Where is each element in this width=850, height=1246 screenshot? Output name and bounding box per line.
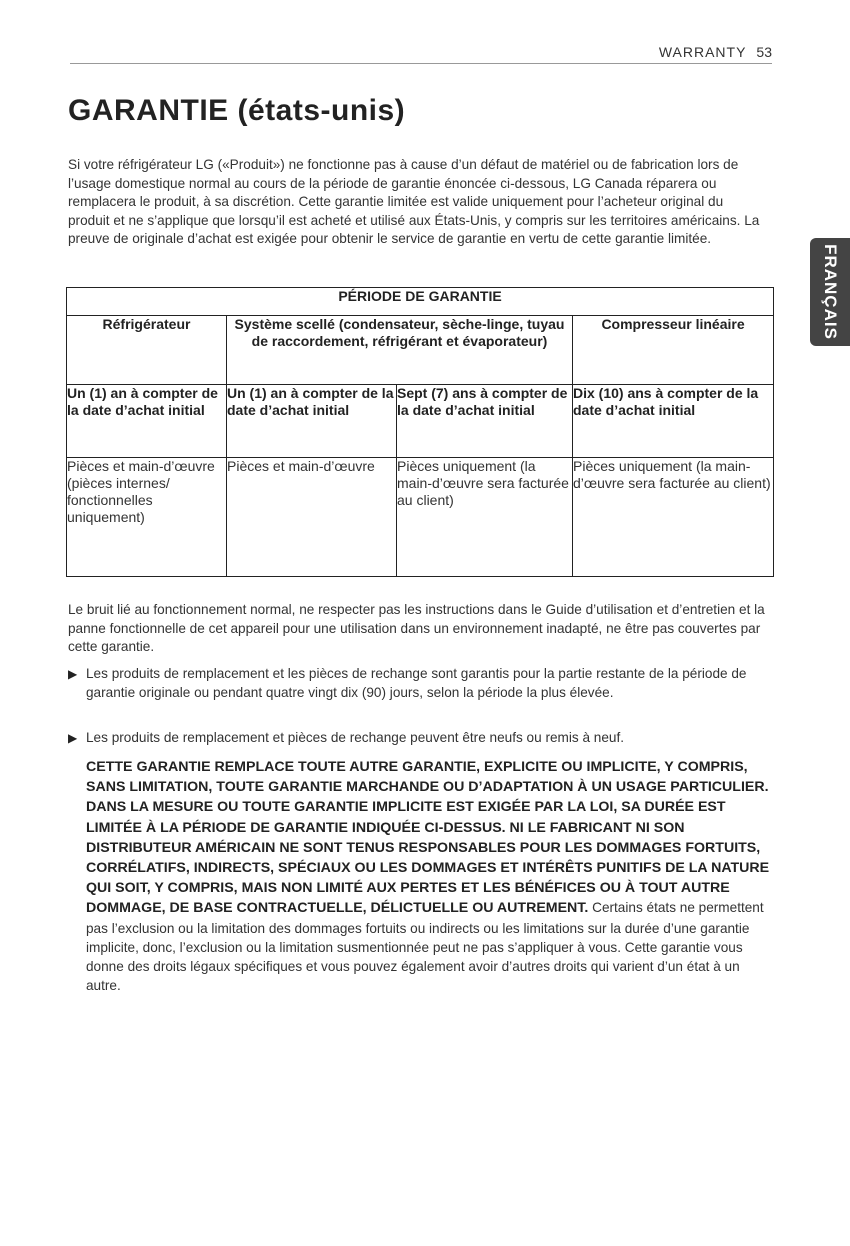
language-side-tab xyxy=(810,238,850,346)
table-title-row xyxy=(67,288,774,316)
page-number: 53 xyxy=(756,44,772,60)
coverage-cell: Pièces et main-d’œuvre (pièces internes/ fonctionnelles uniquement) xyxy=(67,458,227,577)
header-linear-compressor: Compresseur linéaire xyxy=(573,316,774,385)
period-cell: Un (1) an à compter de la date d’achat initial xyxy=(67,385,227,458)
bullet-text: Les produits de remplacement et pièces de rechange peuvent être neufs ou remis à neuf. xyxy=(86,730,625,745)
bullet-item xyxy=(68,729,770,748)
period-cell: Dix (10) ans à compter de la date d’achat initial xyxy=(573,385,774,458)
table-title: PÉRIODE DE GARANTIE xyxy=(67,288,774,316)
side-tab-label: FRANÇAIS xyxy=(821,244,840,340)
legal-disclaimer xyxy=(86,757,770,995)
legal-body-text: Certains états ne permettent pas l’exclusion ou la limitation des dommages fortuits ou indirects ou les limitations sur la durée d’une garantie implicite, donc, l’exclusion ou la limitation susmentionnée peut ne pas s’appliquer à vous. Cette garantie vous donne des droits légaux spécifiques et vous pouvez également avoir d’autres droits qui varient d’un état à un autre. xyxy=(86,900,764,994)
header-sealed-system: Système scellé (condensateur, sèche-linge, tuyau de raccordement, réfrigérant et évaporateur) xyxy=(227,316,573,385)
period-cell: Sept (7) ans à compter de la date d’achat initial xyxy=(397,385,573,458)
header-text xyxy=(659,44,772,60)
table-header-row xyxy=(67,316,774,385)
page-title: GARANTIE (états-unis) xyxy=(68,94,406,127)
table-period-row xyxy=(67,385,774,458)
bullet-text: Les produits de remplacement et les pièces de rechange sont garantis pour la partie restante de la période de garantie originale ou pendant quatre vingt dix (90) jours, selon la période la plus élevée. xyxy=(86,666,747,700)
header-section: WARRANTY xyxy=(658,44,747,60)
exclusions-paragraph: Le bruit lié au fonctionnement normal, ne respecter pas les instructions dans le Guide d’utilisation et d’entretien et la panne fonctionnelle de cet appareil pour une utilisation dans un environnement inadapté, ne être pas couvertes par cette garantie. xyxy=(68,602,765,655)
table-coverage-row xyxy=(67,458,774,577)
arrow-bullet-icon: ▶ xyxy=(68,731,78,745)
bullet-item xyxy=(68,665,770,702)
arrow-bullet-icon: ▶ xyxy=(68,667,78,681)
coverage-cell: Pièces uniquement (la main-d’œuvre sera facturée au client) xyxy=(573,458,774,577)
coverage-cell: Pièces uniquement (la main-d’œuvre sera facturée au client) xyxy=(397,458,573,577)
intro-paragraph: Si votre réfrigérateur LG («Produit») ne fonctionne pas à cause d’un défaut de matériel ou de fabrication lors de l’usage domestique normal au cours de la période de garantie énoncée ci-dessous, LG Canada réparera ou remplacera le produit, à sa discrétion. Cette garantie limitée est valide uniquement pour l’acheteur original du produit et ne s’applique que lorsqu’il est acheté et utilisé aux États-Unis, y compris sur les territoires américains. La preuve de originale d’achat est exigée pour obtenir le service de garantie en vertu de cette garantie limitée. xyxy=(68,157,760,247)
warranty-table xyxy=(66,287,774,577)
legal-caps-text: CETTE GARANTIE REMPLACE TOUTE AUTRE GARANTIE, EXPLICITE OU IMPLICITE, Y COMPRIS, SANS LIMITATION, TOUTE GARANTIE MARCHANDE OU D’ADAPTATION À UN USAGE PARTICULIER. DANS LA MESURE OU TOUTE GARANTIE IMPLICITE EST EXIGÉE PAR LA LOI, SA DURÉE EST LIMITÉE À LA PÉRIODE DE GARANTIE INDIQUÉE CI-DESSUS. NI LE FABRICANT NI SON DISTRIBUTEUR AMÉRICAIN NE SONT TENUS RESPONSABLES POUR LES DOMMAGES FORTUITS, CORRÉLATIFS, INDIRECTS, SPÉCIAUX OU LES DOMMAGES ET INTÉRÊTS PUNITIFS DE LA NATURE QUI SOIT, Y COMPRIS, MAIS NON LIMITÉ AUX PERTES ET LES BÉNÉFICES OU À TOUT AUTRE DOMMAGE, DE BASE CONTRACTUELLE, DÉLICTUELLE OU AUTREMENT. xyxy=(86,759,770,917)
header-rule xyxy=(70,63,772,64)
period-cell: Un (1) an à compter de la date d’achat initial xyxy=(227,385,397,458)
header-refrigerator: Réfrigérateur xyxy=(67,316,227,385)
coverage-cell: Pièces et main-d’œuvre xyxy=(227,458,397,577)
page-header xyxy=(70,44,772,62)
